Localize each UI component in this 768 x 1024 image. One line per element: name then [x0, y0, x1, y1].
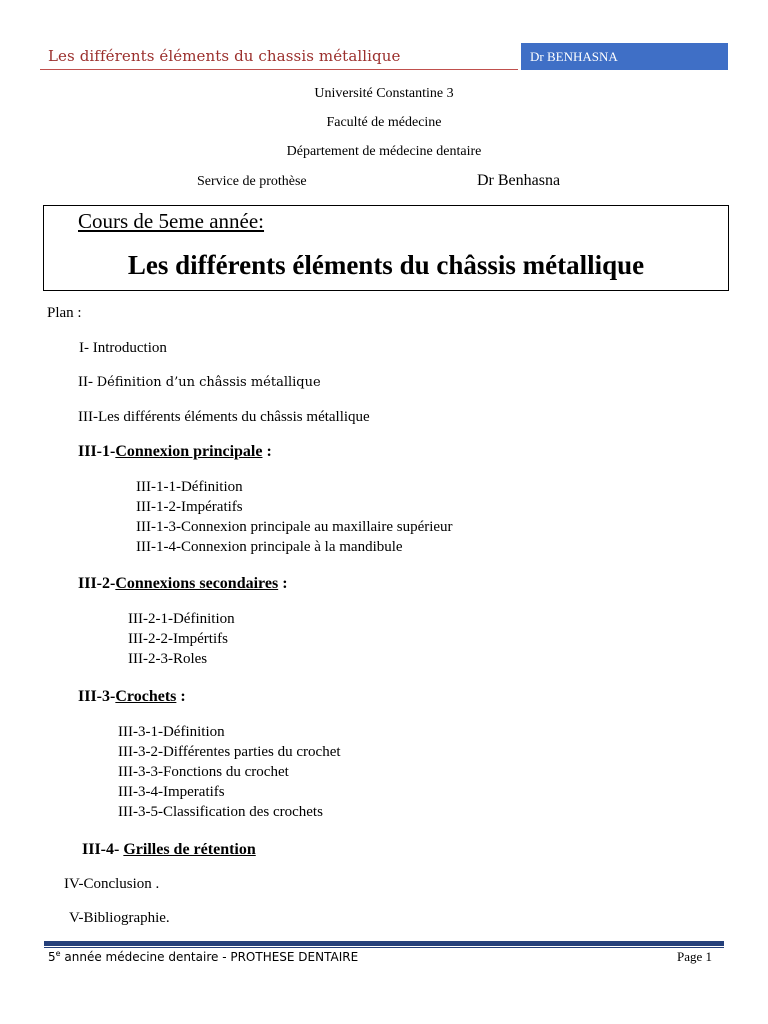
footer-rule	[44, 941, 724, 946]
plan-item-intro: I- Introduction	[79, 340, 167, 356]
subsection-item: III-2-1-Définition	[128, 611, 235, 627]
subsection-item: III-2-2-Impértifs	[128, 631, 228, 647]
subsection-item: III-3-3-Fonctions du crochet	[118, 764, 289, 780]
subsection-item: III-1-3-Connexion principale au maxillaire supérieur	[136, 519, 453, 535]
subsection-item: III-1-2-Impératifs	[136, 499, 243, 515]
document-title: Les différents éléments du châssis métallique	[127, 250, 645, 280]
subsection-list	[118, 722, 341, 822]
section-heading: III-1-Connexion principale :	[78, 443, 272, 460]
plan-item-elements: III-Les différents éléments du châssis métallique	[78, 409, 370, 425]
subsection-item: III-3-4-Imperatifs	[118, 784, 225, 800]
author-name: Dr Benhasna	[477, 172, 561, 189]
subsection-item: III-2-3-Roles	[128, 651, 208, 667]
department: Département de médecine dentaire	[286, 144, 482, 159]
plan-item-bibliography: V-Bibliographie.	[69, 910, 170, 926]
subsection-item: III-3-1-Définition	[118, 724, 225, 740]
author-tab-label: Dr BENHASNA	[530, 49, 618, 64]
plan-item-definition: II- Définition d’un châssis métallique	[78, 374, 321, 390]
course-label: Cours de 5eme année:	[78, 209, 265, 233]
service: Service de prothèse	[197, 174, 307, 189]
running-header	[40, 43, 518, 70]
running-header-title: Les différents éléments du chassis métallique	[48, 47, 401, 65]
author-tab	[521, 43, 728, 70]
section-heading: III-2-Connexions secondaires :	[78, 575, 288, 592]
subsection-list	[128, 609, 235, 669]
faculty: Faculté de médecine	[326, 115, 442, 130]
plan-label: Plan :	[47, 305, 82, 321]
footer-course: 5e année médecine dentaire - PROTHESE DENTAIRE	[48, 949, 359, 964]
subsection-item: III-3-2-Différentes parties du crochet	[118, 744, 341, 760]
university: Université Constantine 3	[314, 86, 454, 101]
section-heading: III-3-Crochets :	[78, 688, 186, 705]
footer-rule-thin	[44, 947, 724, 948]
subsection-item: III-1-4-Connexion principale à la mandibule	[136, 539, 403, 555]
subsection-item: III-3-5-Classification des crochets	[118, 804, 323, 820]
plan-item-conclusion: IV-Conclusion .	[64, 876, 160, 892]
subsection-list	[136, 477, 453, 557]
subsection-item: III-1-1-Définition	[136, 479, 243, 495]
page-number: Page 1	[677, 949, 713, 964]
section-heading: III-4- Grilles de rétention	[82, 841, 256, 858]
